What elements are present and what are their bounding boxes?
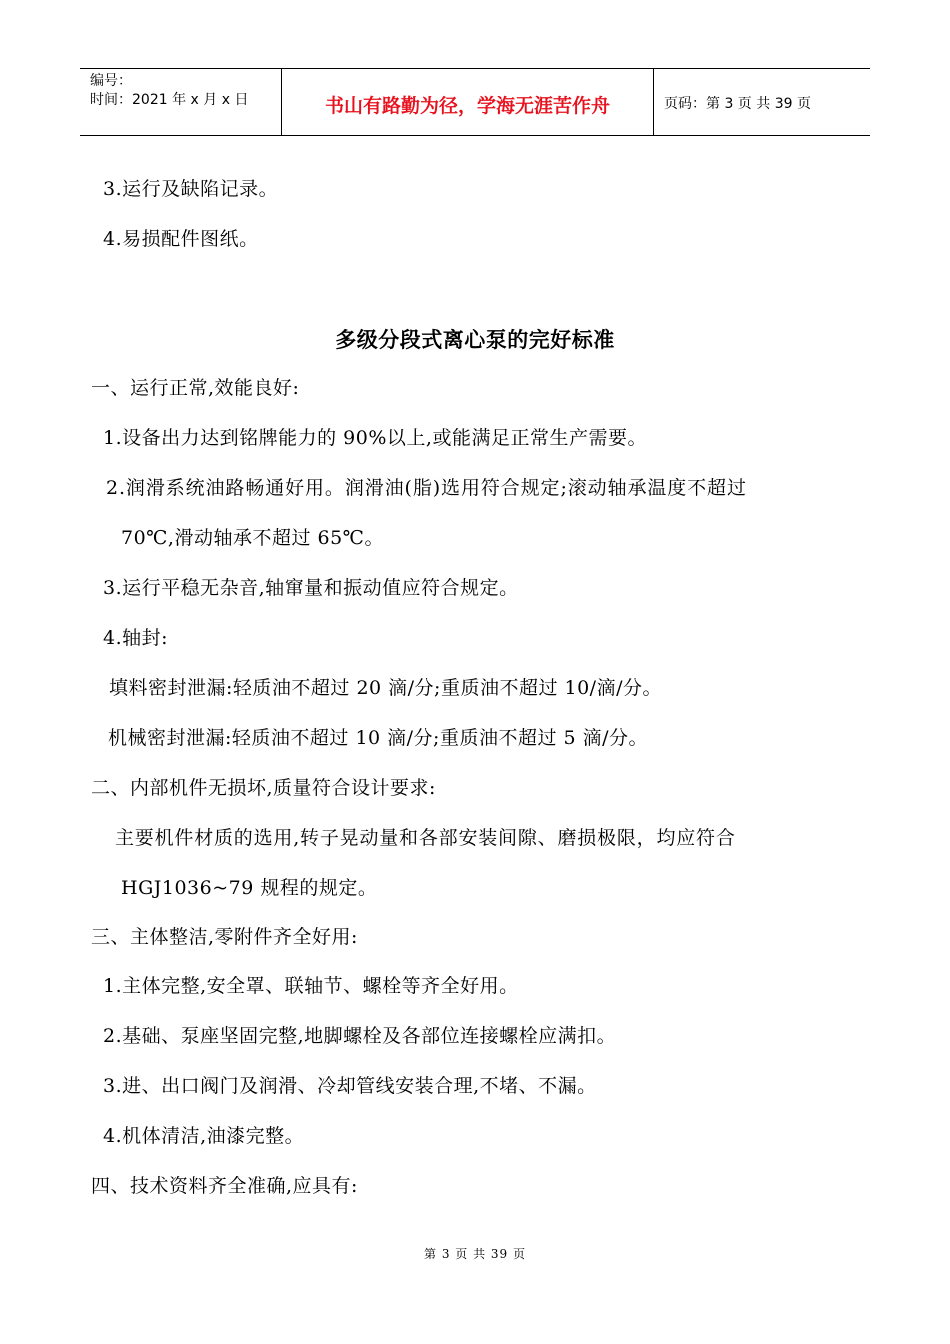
paragraph-continuation: HGJ1036~79 规程的规定。: [121, 877, 378, 899]
section-heading: 二、内部机件无损坏,质量符合设计要求:: [91, 777, 436, 799]
list-item-continuation: 70℃,滑动轴承不超过 65℃。: [121, 527, 384, 549]
page-footer: 第 3 页 共 39 页: [424, 1247, 526, 1261]
list-subitem: 填料密封泄漏:轻质油不超过 20 滴/分;重质油不超过 10/滴/分。: [109, 677, 662, 699]
list-item: 4.易损配件图纸。: [103, 228, 259, 250]
list-item: 1.设备出力达到铭牌能力的 90%以上,或能满足正常生产需要。: [103, 427, 647, 449]
list-item: 4.轴封:: [103, 627, 169, 649]
page-title: 多级分段式离心泵的完好标准: [335, 328, 615, 352]
list-subitem: 机械密封泄漏:轻质油不超过 10 滴/分;重质油不超过 5 滴/分。: [108, 727, 649, 749]
header-motto: 书山有路勤为径，学海无涯苦作舟: [282, 69, 654, 135]
list-item: 3.运行平稳无杂音,轴窜量和振动值应符合规定。: [103, 577, 519, 599]
section-heading: 一、运行正常,效能良好:: [91, 377, 300, 399]
list-item: 3.运行及缺陷记录。: [103, 178, 279, 200]
list-item: 4.机体清洁,油漆完整。: [103, 1125, 305, 1147]
serial-label: 编号：: [90, 73, 132, 89]
paragraph: 主要机件材质的选用,转子晃动量和各部安装间隙、磨损极限，均应符合: [115, 827, 736, 849]
header-page-label: 页码：第 3 页 共 39 页: [664, 96, 811, 112]
section-heading: 四、技术资料齐全准确,应具有:: [91, 1175, 358, 1197]
time-label: 时间：2021 年 x 月 x 日: [90, 92, 249, 108]
list-item: 2.基础、泵座坚固完整,地脚螺栓及各部位连接螺栓应满扣。: [103, 1025, 617, 1047]
header-meta: [80, 69, 282, 135]
list-item: 1.主体完整,安全罩、联轴节、螺栓等齐全好用。: [103, 975, 519, 997]
list-item: 3.进、出口阀门及润滑、冷却管线安装合理,不堵、不漏。: [103, 1075, 597, 1097]
page-header: [80, 68, 870, 136]
list-item: 2.润滑系统油路畅通好用。润滑油(脂)选用符合规定;滚动轴承温度不超过: [106, 477, 747, 499]
section-heading: 三、主体整洁,零附件齐全好用:: [91, 926, 358, 948]
